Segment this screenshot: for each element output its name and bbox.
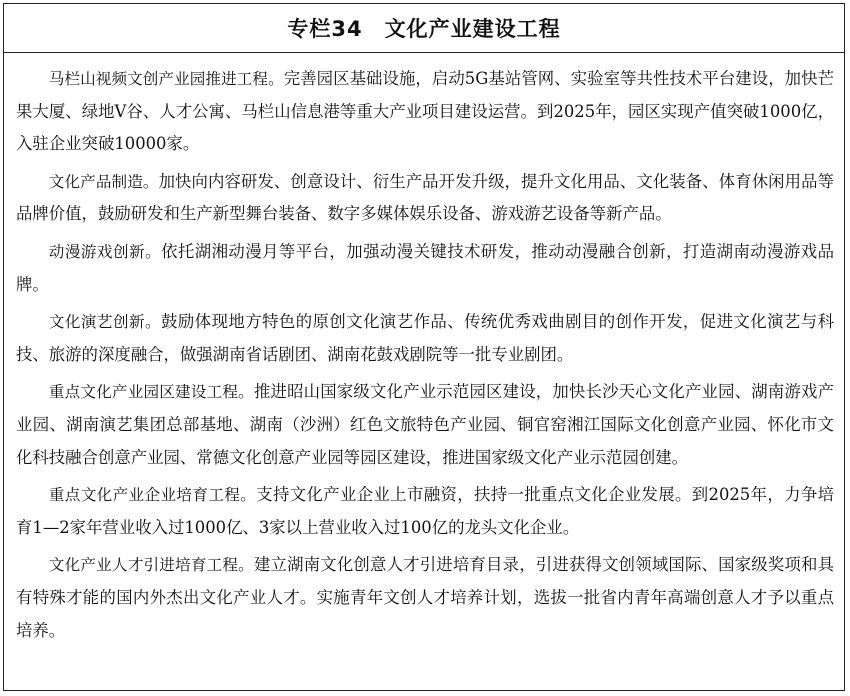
column-title [4, 4, 844, 53]
paragraph-lead: 马栏山视频文创产业园推进工程。 [48, 70, 284, 88]
column-title-text: 文化产业建设工程 [384, 17, 561, 41]
paragraph-body: 支持文化产业企业上市融资，扶持一批重点文化企业发展。到2025年，力争培育1—2家年营业收入过1000亿、3家以上营业收入过100亿的龙头文化企业。 [16, 485, 834, 537]
paragraph-lead: 重点文化产业园区建设工程。 [48, 383, 254, 402]
paragraph-lead: 文化产业人才引进培育工程。 [48, 556, 254, 575]
paragraph-lead: 重点文化产业企业培育工程。 [48, 486, 257, 505]
paragraph-lead: 文化产品制造。 [48, 172, 159, 191]
paragraph-cultural-products [16, 166, 834, 231]
paragraph-performing-arts [16, 306, 834, 371]
paragraph-body: 依托湖湘动漫月等平台，加强动漫关键技术研发，推动动漫融合创新，打造湖南动漫游戏品牌。 [16, 241, 834, 294]
paragraph-malanshan [16, 63, 834, 161]
paragraph-lead: 文化演艺创新。 [48, 313, 162, 332]
paragraph-body: 鼓励体现地方特色的原创文化演艺作品、传统优秀戏曲剧目的创作开发，促进文化演艺与科技、旅游的深度融合，做强湖南省话剧团、湖南花鼓戏剧院等一批专业剧团。 [16, 312, 834, 364]
paragraph-talent [16, 549, 834, 647]
paragraph-body: 完善园区基础设施，启动5G基站管网、实验室等共性技术平台建设，加快芒果大厦、绿地V谷、人才公寓、马栏山信息港等重大产业项目建设运营。到2025年，园区实现产值突破1000亿，入驻企业突破10000家。 [16, 69, 834, 154]
paragraph-lead: 动漫游戏创新。 [48, 242, 162, 261]
paragraph-key-enterprises [16, 479, 834, 544]
paragraph-body: 推进昭山国家级文化产业示范园区建设，加快长沙天心文化产业园、湖南游戏产业园、湖南演艺集团总部基地、湖南（沙洲）红色文旅特色产业园、铜官窑湘江国际文化创意产业园、怀化市文化科技融合创意产业园、常德文化创意产业园等园区建设，推进国家级文化产业示范园创建。 [16, 382, 834, 467]
column-content [4, 53, 844, 647]
column-number: 专栏34 [287, 17, 363, 41]
paragraph-industrial-parks [16, 376, 834, 474]
paragraph-body: 加快向内容研发、创意设计、衍生产品开发升级，提升文化用品、文化装备、体育休闲用品等品牌价值，鼓励研发和生产新型舞台装备、数字多媒体娱乐设备、游戏游艺设备等新产品。 [16, 171, 834, 224]
column-box [3, 3, 845, 691]
paragraph-body: 建立湖南文化创意人才引进培育目录，引进获得文创领域国际、国家级奖项和具有特殊才能的国内外杰出文化产业人才。实施青年文创人才培养计划，选拔一批省内青年高端创意人才予以重点培养。 [16, 555, 834, 640]
paragraph-animation-games [16, 236, 834, 301]
